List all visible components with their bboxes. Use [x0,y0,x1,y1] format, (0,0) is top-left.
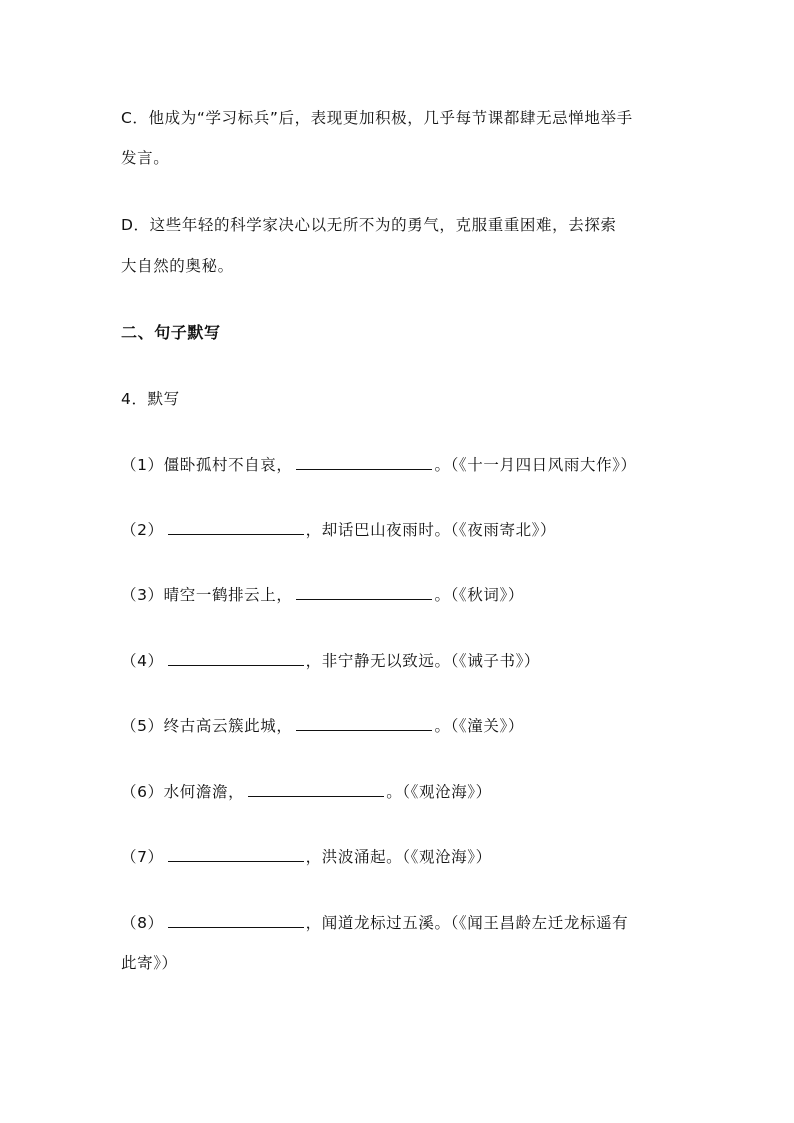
item-1-number: （1） [121,456,164,474]
item-8-number: （8） [121,914,164,932]
option-c-line-1: C．他成为“学习标兵”后，表现更加积极，几乎每节课都肆无忌惮地举手 [121,109,633,127]
item-8-line-2: 此寄》） [121,954,178,972]
item-1 [121,455,637,475]
item-2 [121,520,556,540]
item-5-before: 终古高云簇此城， [163,717,293,735]
item-7-number: （7） [121,848,164,866]
item-3-after: 。（《秋词》） [434,586,524,604]
item-4 [121,651,540,671]
question-title: 4．默写 [121,390,180,408]
item-6 [121,782,492,802]
option-d-line-2: 大自然的奥秘。 [121,257,234,275]
item-6-number: （6） [121,783,164,801]
item-3-blank[interactable] [296,585,432,600]
item-3-number: （3） [121,586,164,604]
item-2-after: ，却话巴山夜雨时。（《夜雨寄北》） [305,521,557,539]
item-1-blank[interactable] [296,455,432,470]
item-6-after: 。（《观沧海》） [386,783,492,801]
item-1-before: 僵卧孤村不自哀， [163,456,293,474]
option-c-line-2: 发言。 [121,149,170,167]
option-d-line-1: D．这些年轻的科学家决心以无所不为的勇气，克服重重困难，去探索 [121,216,617,234]
item-5-after: 。（《潼关》） [434,717,524,735]
item-5 [121,716,524,736]
item-7-blank[interactable] [168,847,304,862]
item-4-after: ，非宁静无以致远。（《诫子书》） [305,652,541,670]
item-5-blank[interactable] [296,716,432,731]
item-4-number: （4） [121,652,164,670]
item-8 [121,913,628,933]
item-3 [121,585,524,605]
item-3-before: 晴空一鹤排云上， [163,586,293,604]
item-6-before: 水何澹澹， [163,783,245,801]
item-7-after: ，洪波涌起。（《观沧海》） [305,848,492,866]
item-6-blank[interactable] [248,782,384,797]
item-7 [121,847,492,867]
item-4-blank[interactable] [168,651,304,666]
item-8-blank[interactable] [168,913,304,928]
section-title: 二、句子默写 [121,323,221,342]
item-8-after: ，闻道龙标过五溪。（《闻王昌龄左迁龙标遥有 [305,914,629,932]
item-5-number: （5） [121,717,164,735]
item-2-number: （2） [121,521,164,539]
item-1-after: 。（《十一月四日风雨大作》） [434,456,637,474]
item-2-blank[interactable] [168,520,304,535]
